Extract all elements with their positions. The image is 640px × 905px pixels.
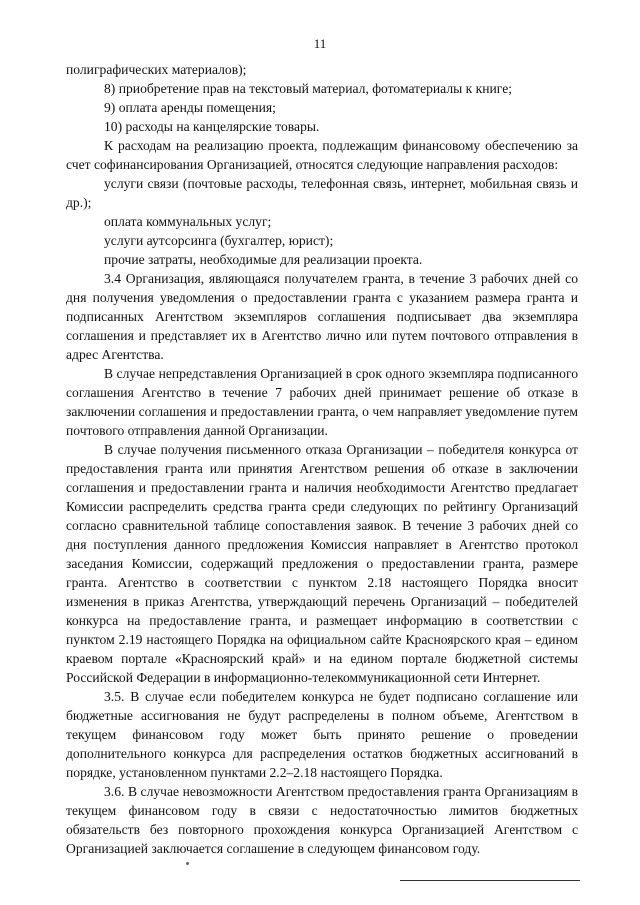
paragraph-3-5: 3.5. В случае если победителем конкурса не будет подписано соглашение или бюджетные ассигнования не будут распределены в полном объеме, Агентством в текущем финансовом году может быть принято решение о проведении дополнительного конкурса для распределения остатков бюджетных ассигнований в порядке, установленном пунктами 2.2–2.18 настоящего Порядка. xyxy=(66,689,578,780)
document-body xyxy=(66,60,578,858)
paragraph-written-refusal: В случае получения письменного отказа Организации – победителя конкурса от предоставления гранта или принятия Агентством решения об отказе в заключении соглашения и предоставлении гранта и наличия необходимости Агентство предлагает Комиссии распределить средства гранта среди следующих по рейтингу Организаций согласно сравнительной таблице сопоставления заявок. В течение 3 рабочих дней со дня поступления данного предложения Комиссия направляет в Агентство протокол заседания Комиссии, содержащий предложения о предоставлении гранта, размере гранта. Агентство в соответствии с пунктом 2.18 настоящего Порядка вносит изменения в приказ Агентства, утверждающий перечень Организаций – победителей конкурса на предоставление гранта, и размещает информацию в соответствии с пунктом 2.19 настоящего Порядка на официальном сайте Красноярского края – едином краевом портале «Красноярский край» и на едином портале бюджетной системы Российской Федерации в информационно-телекоммуникационной сети Интернет. xyxy=(66,442,578,685)
list-item-10: 10) расходы на канцелярские товары. xyxy=(104,119,320,134)
paragraph-3-4: 3.4 Организация, являющаяся получателем гранта, в течение 3 рабочих дней со дня получения уведомления о предоставлении гранта с указанием размера гранта и подписанных Агентством экземпляров соглашения подписывает два экземпляра соглашения и представляет их в Агентство лично или путем почтового отправления в адрес Агентства. xyxy=(66,271,578,362)
list-item-outsourcing: услуги аутсорсинга (бухгалтер, юрист); xyxy=(104,233,334,248)
list-item-9: 9) оплата аренды помещения; xyxy=(104,100,276,115)
footer-rule xyxy=(400,880,580,881)
list-item-8: 8) приобретение прав на текстовый материал, фотоматериалы к книге; xyxy=(104,81,513,96)
list-item-communications: услуги связи (почтовые расходы, телефонная связь, интернет, мобильная связь и др.); xyxy=(66,176,578,210)
list-item-other-costs: прочие затраты, необходимые для реализации проекта. xyxy=(104,252,423,267)
scan-dot xyxy=(186,862,189,865)
paragraph-3-6: 3.6. В случае невозможности Агентством предоставления гранта Организациям в текущем финансовом году в связи с недостаточностью лимитов бюджетных обязательств без повторного прохождения конкурса Организацией Агентством с Организацией заключается соглашение в следующем финансовом году. xyxy=(66,784,578,856)
paragraph-non-submission: В случае непредставления Организацией в срок одного экземпляра подписанного соглашения Агентство в течение 7 рабочих дней принимает решение об отказе в заключении соглашения и предоставлении гранта, о чем направляет уведомление путем почтового отправления данной Организации. xyxy=(66,366,578,438)
page-number: 11 xyxy=(313,36,327,51)
list-item-utilities: оплата коммунальных услуг; xyxy=(104,214,272,229)
paragraph-continuation: полиграфических материалов); xyxy=(66,62,247,77)
paragraph-cofinancing: К расходам на реализацию проекта, подлежащим финансовому обеспечению за счет софинансирования Организацией, относятся следующие направления расходов: xyxy=(66,138,578,172)
